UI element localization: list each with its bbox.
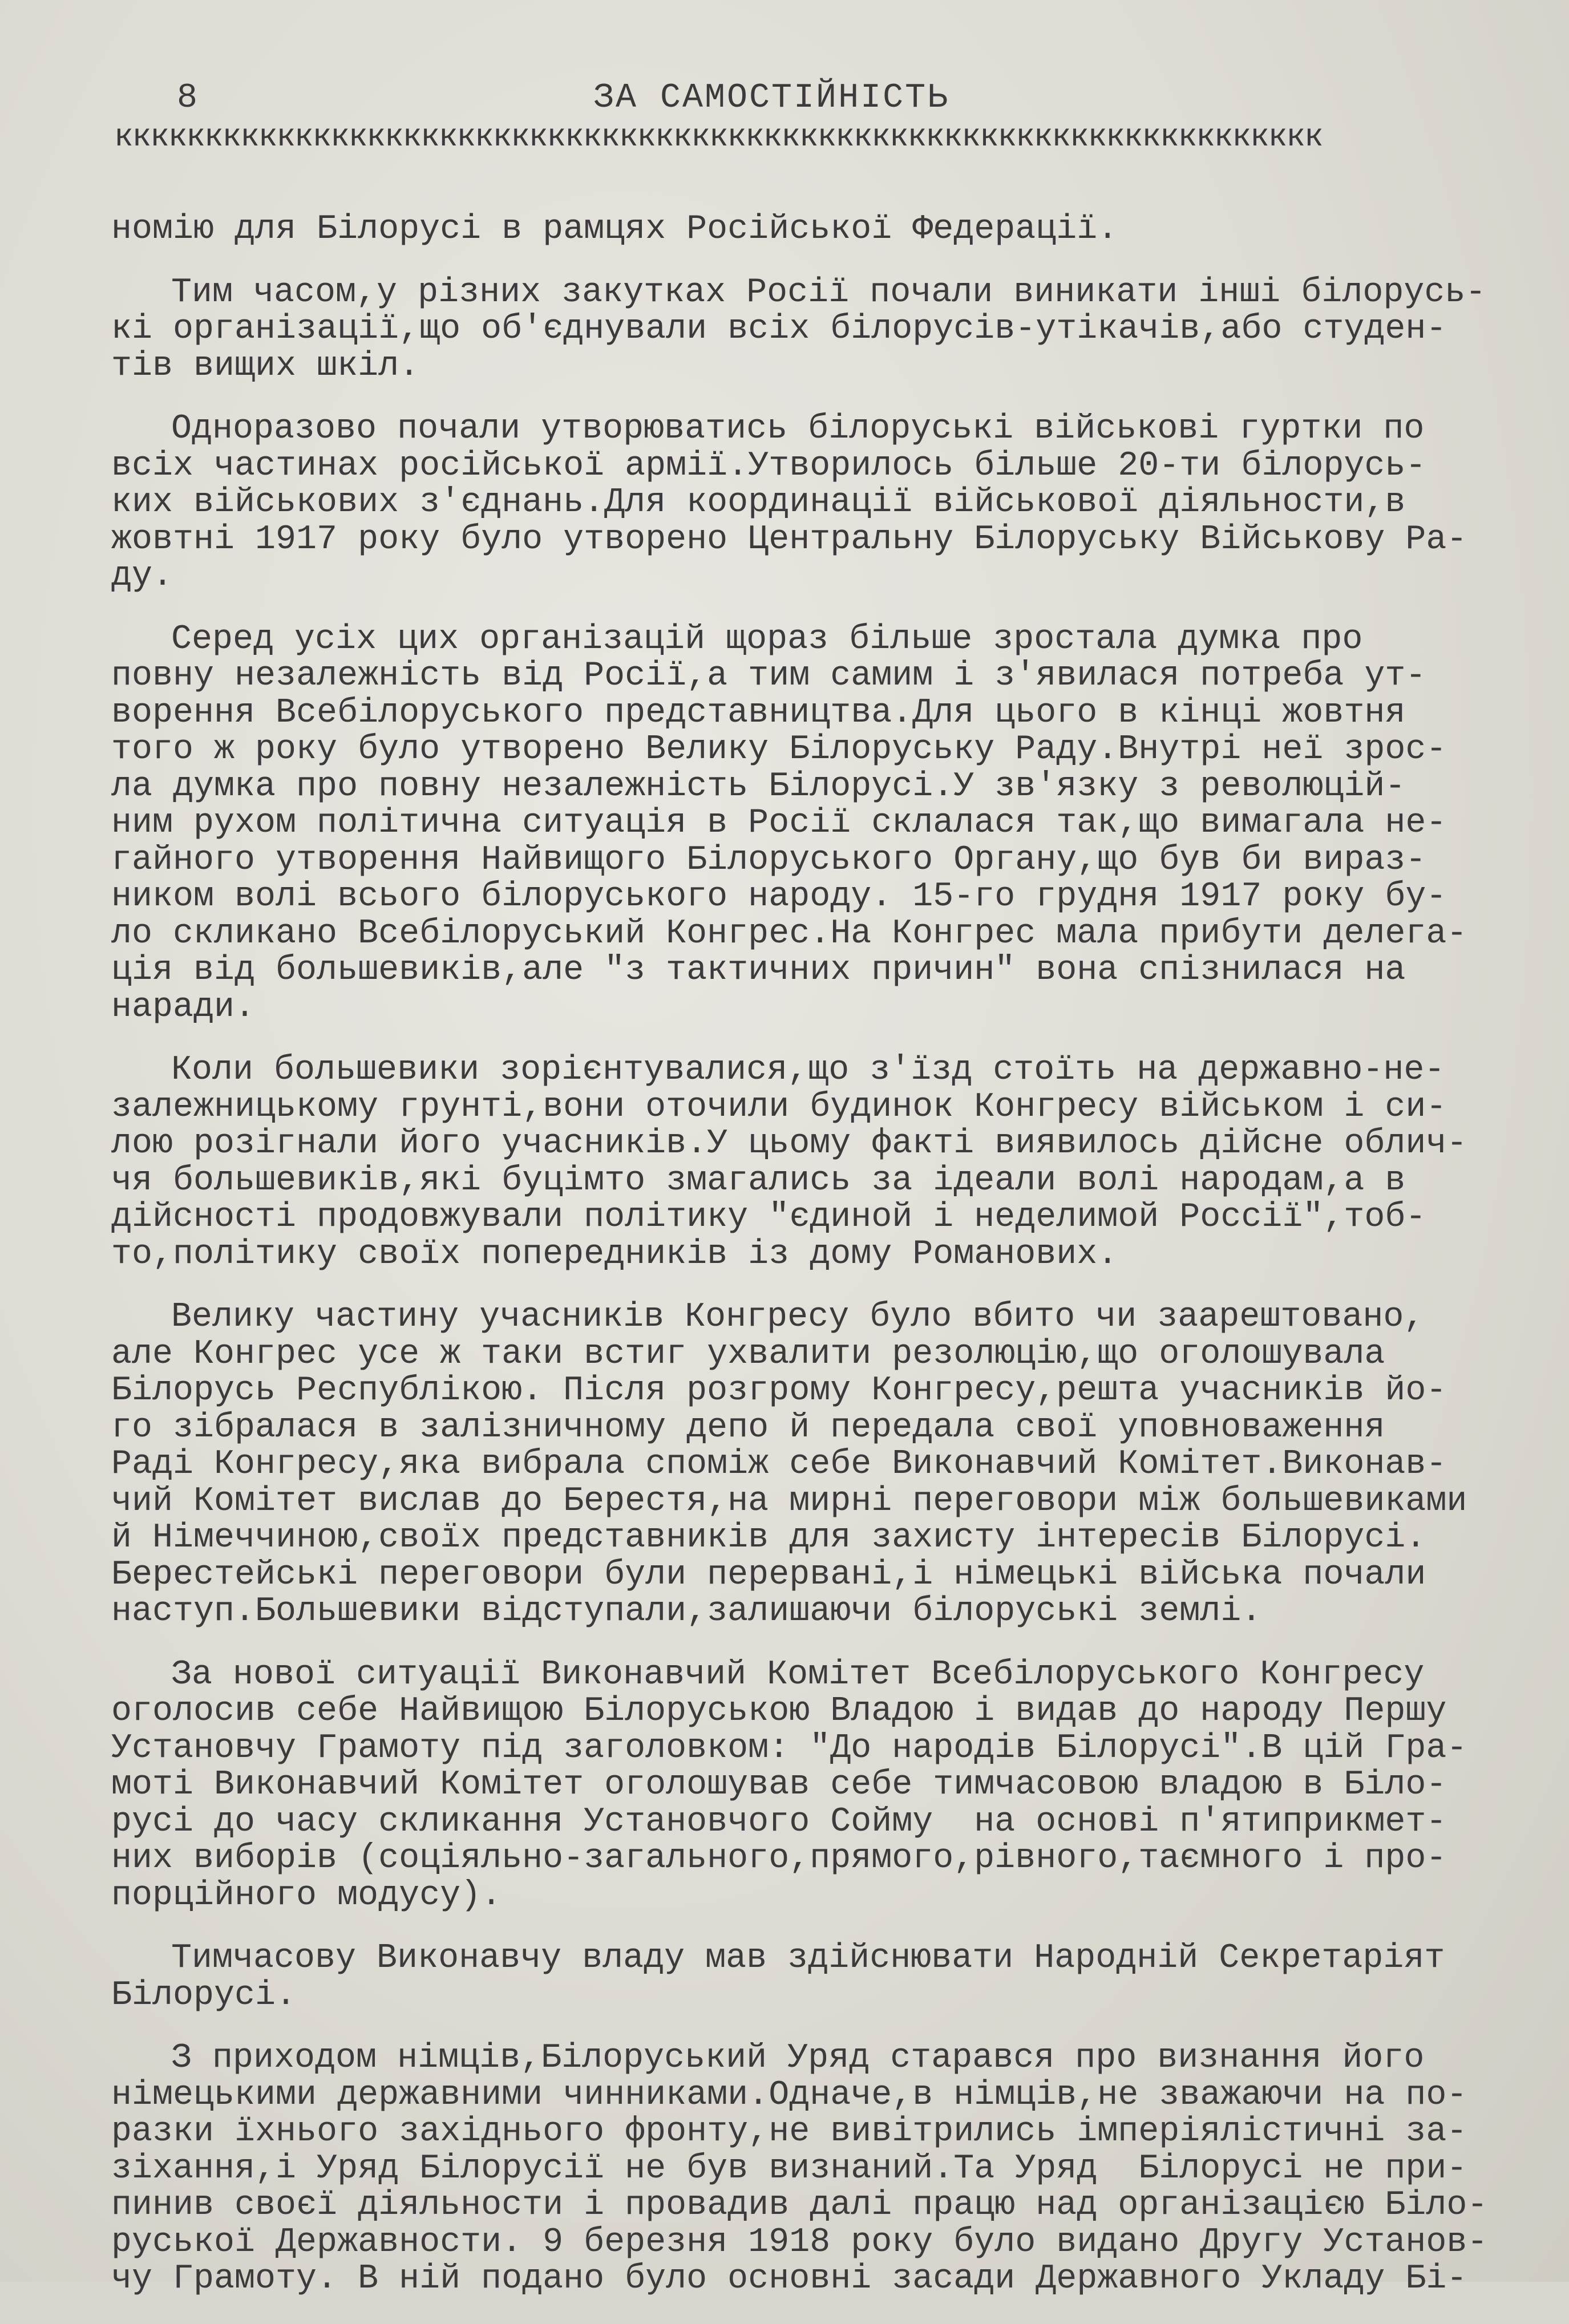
- text-line: порційного модусу).: [111, 1876, 502, 1915]
- text-line: ворення Всебілоруського представництва.Для цього в кінці жовтня: [111, 693, 1406, 732]
- text-line: моті Виконавчий Комітет оголошував себе тимчасовою владою в Біло-: [111, 1766, 1447, 1804]
- text-line: чу Грамоту. В ній подано було основні засади Державного Укладу Бі-: [111, 2260, 1467, 2298]
- text-line: жовтні 1917 року було утворено Центральну Білоруську Військову Ра-: [111, 520, 1467, 559]
- text-line: Раді Конгресу,яка вибрала споміж себе Виконавчий Комітет.Виконав-: [111, 1445, 1447, 1484]
- text-line: німецькими державними чинниками.Одначе,в німців,не зважаючи на по-: [111, 2075, 1467, 2115]
- text-line: Одноразово почали утворюватись білоруські військові гуртки по: [171, 410, 1425, 448]
- text-line: номію для Білорусі в рамцях Російської Федерації.: [111, 210, 1118, 249]
- text-line: Білорусі.: [111, 1975, 297, 2015]
- text-line: разки їхнього західнього фронту,не вивітрились імперіялістичні за-: [111, 2112, 1467, 2151]
- text-line: всіх частинах російської армії.Утворилось більше 20-ти білорусь-: [111, 446, 1426, 485]
- paragraph: [111, 1052, 1503, 1273]
- text-line: наступ.Большевики відступали,залишаючи білоруські землі.: [111, 1592, 1262, 1631]
- text-line: оголосив себе Найвищою Білоруською Владою і видав до народу Першу: [111, 1692, 1447, 1731]
- text-line: тів вищих шкіл.: [111, 346, 420, 386]
- text-line: З приходом німців,Білоруський Уряд старався про визнання його: [171, 2039, 1425, 2078]
- text-line: За нової ситуації Виконавчий Комітет Всебілоруського Конгресу: [171, 1655, 1425, 1694]
- paragraph: [111, 2040, 1503, 2298]
- text-line: Велику частину учасників Конгресу було вбито чи заарештовано,: [171, 1298, 1425, 1337]
- paragraph: [111, 621, 1503, 1026]
- text-line: лою розігнали його учасників.У цьому факті виявилось дійсне облич-: [111, 1124, 1467, 1163]
- text-line: руської Державности. 9 березня 1918 року було видано Другу Установ-: [111, 2222, 1488, 2262]
- text-line: пинив своєї діяльности і провадив далі працю над організацією Біло-: [111, 2186, 1488, 2225]
- text-line: кі організації,що об'єднували всіх білорусів-утікачів,або студен-: [111, 310, 1447, 349]
- text-line: ним рухом політична ситуація в Росії склалася так,що вимагала не-: [111, 804, 1447, 843]
- text-line: Коли большевики зорієнтувалися,що з'їзд стоїть на державно-не-: [171, 1051, 1445, 1090]
- text-line: Установчу Грамоту під заголовком: "До народів Білорусі".В цій Гра-: [111, 1728, 1467, 1768]
- text-line: русі до часу скликання Установчого Сойму на основі п'ятиприкмет-: [111, 1802, 1447, 1841]
- text-line: то,політику своїх попередників із дому Романових.: [111, 1234, 1118, 1274]
- text-line: ких військових з'єднань.Для координації військової діяльности,в: [111, 483, 1406, 522]
- text-line: Тимчасову Виконавчу владу мав здійснювати Народній Секретаріят: [171, 1939, 1445, 1978]
- text-line: гайного утворення Найвищого Білоруського Органу,що був би вираз-: [111, 840, 1426, 880]
- paragraph: [111, 1657, 1503, 1914]
- paragraph: [111, 1299, 1503, 1630]
- text-line: зіхання,і Уряд Білорусії не був визнаний.Та Уряд Білорусі не при-: [111, 2149, 1467, 2188]
- text-line: ду.: [111, 557, 173, 596]
- text-line: чий Комітет вислав до Берестя,на мирні переговори між большевиками: [111, 1481, 1467, 1521]
- paragraph: [111, 411, 1503, 595]
- text-line: залежницькому грунті,вони оточили будинок Конгресу військом і си-: [111, 1087, 1447, 1127]
- text-line: ло скликано Всебілоруський Конгрес.На Конгрес мала прибути делега-: [111, 914, 1467, 953]
- paragraph: [111, 1940, 1503, 2014]
- paragraph: [111, 274, 1503, 385]
- header-rule: ккккккккккккккккккккккккккккккккккккккккккккккккккккккккккккккккккк: [114, 119, 1323, 155]
- text-line: го зібралася в залізничному депо й передала свої уповноваження: [111, 1408, 1385, 1447]
- page-number: 8: [177, 79, 199, 118]
- text-line: повну незалежність від Росії,а тим самим і з'явилася потреба ут-: [111, 657, 1426, 695]
- text-line: них виборів (соціяльно-загального,прямого,рівного,таємного і про-: [111, 1839, 1447, 1878]
- text-line: наради.: [111, 987, 256, 1027]
- text-line: але Конгрес усе ж таки встиг ухвалити резолюцію,що оголошувала: [111, 1334, 1385, 1374]
- text-line: ція від большевиків,але "з тактичних причин" вона спізнилася на: [111, 951, 1406, 990]
- text-line: ником волі всього білоруського народу. 15-го грудня 1917 року бу-: [111, 877, 1447, 916]
- text-line: Серед усіх цих організацій щораз більше зростала думка про: [171, 620, 1363, 659]
- text-line: дійсності продовжували політику "єдиной і неделимой Россії",тоб-: [111, 1198, 1426, 1237]
- text-line: чя большевиків,які буцімто змагались за ідеали волі народам,а в: [111, 1161, 1406, 1200]
- paragraph-continuation: [111, 211, 1503, 248]
- text-line: ла думка про повну незалежність Білорусі.У зв'язку з революцій-: [111, 767, 1406, 806]
- article-body: [111, 211, 1503, 2324]
- text-line: Тим часом,у різних закутках Росії почали виникати інші білорусь-: [171, 273, 1486, 312]
- text-line: Берестейські переговори були перервані,і німецькі війська почали: [111, 1555, 1426, 1594]
- journal-title: ЗА САМОСТІЙНІСТЬ: [593, 79, 950, 118]
- text-line: того ж року було утворено Велику Білоруську Раду.Внутрі неї зрос-: [111, 730, 1447, 769]
- text-line: Білорусь Республікою. Після розгрому Конгресу,решта учасників йо-: [111, 1371, 1447, 1410]
- text-line: й Німеччиною,своїх представників для захисту інтересів Білорусі.: [111, 1519, 1426, 1557]
